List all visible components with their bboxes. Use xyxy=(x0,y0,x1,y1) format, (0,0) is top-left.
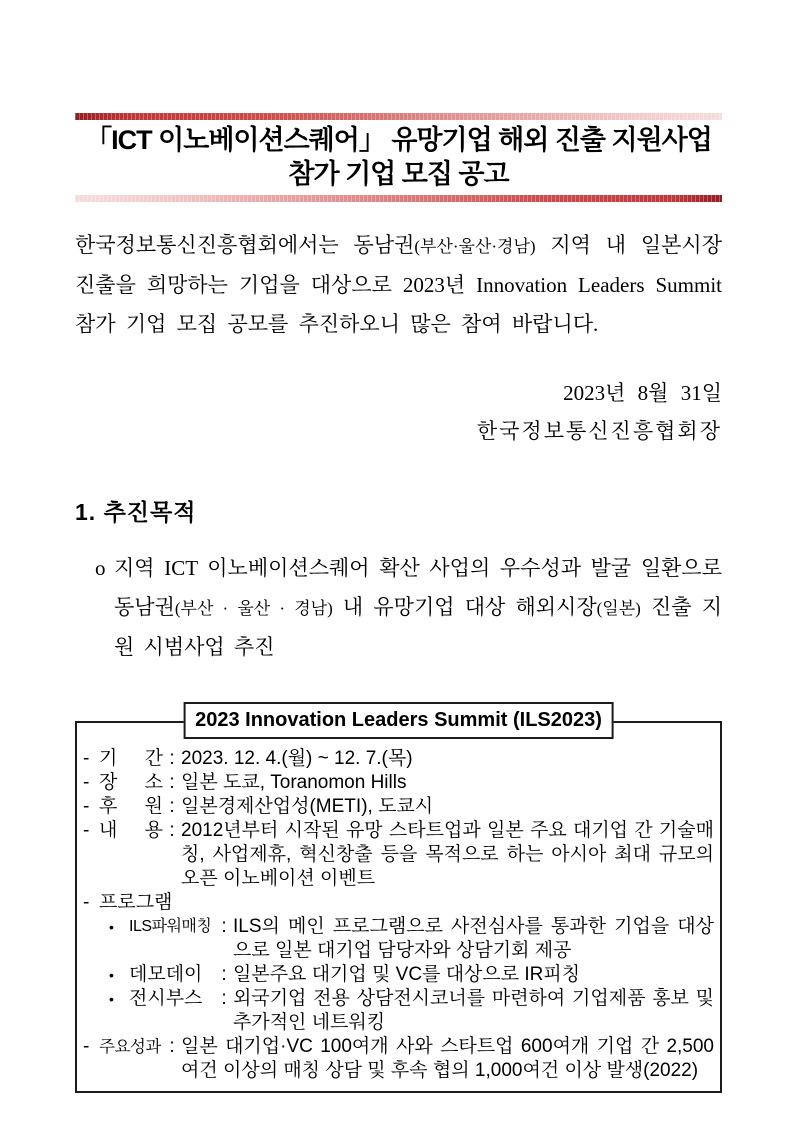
bullet-text-1: 지역 ICT 이노베이션스퀘어 확산 사업의 우수성과 발굴 일환으로 동남권 xyxy=(114,556,722,619)
info-row-exhibition-booth xyxy=(83,987,714,1035)
signature-block xyxy=(75,374,722,450)
row-value: 일본 도쿄, Toranomon Hills xyxy=(181,772,407,793)
document-title xyxy=(75,120,722,195)
info-row-sponsor xyxy=(83,795,714,819)
row-separator: : xyxy=(221,916,227,937)
row-label: 내 용 xyxy=(99,820,163,841)
title-bottom-gradient-bar xyxy=(75,195,722,202)
row-separator: : xyxy=(169,1036,175,1057)
row-value: 일본경제산업성(METI), 도쿄시 xyxy=(181,796,434,817)
row-separator: : xyxy=(221,964,227,985)
row-value: 외국기업 전용 상담전시코너를 마련하여 기업제품 홍보 및 추가적인 네트워킹 xyxy=(233,988,714,1033)
row-value: 일본 대기업·VC 100여개 사와 스타트업 600여개 기업 간 2,500여건 이상의 매칭 상담 및 후속 협의 1,000여건 이상 발생(2022) xyxy=(181,1036,714,1081)
issuer-signature: 한국정보통신진흥협회장 xyxy=(476,419,722,443)
section-bullet-paragraph xyxy=(75,549,722,667)
dash-marker: - xyxy=(83,892,90,913)
row-label: 전시부스 xyxy=(129,988,203,1009)
bullet-o-marker: o xyxy=(95,556,106,580)
info-row-period xyxy=(83,747,714,771)
dash-marker: - xyxy=(83,748,90,769)
row-label: ILS파워매칭 xyxy=(129,918,212,935)
info-row-description xyxy=(83,819,714,891)
intro-region-parenthetical: (부산·울산·경남) xyxy=(414,237,536,256)
issue-date: 2023년 8월 31일 xyxy=(563,381,722,405)
bullet-text-3: 진출 지원 시범사업 추진 xyxy=(114,595,722,659)
bullet-japan-parenthetical: (일본) xyxy=(596,599,641,618)
intro-text-2: 지역 내 일본시장 진출을 희망하는 기업을 대상으로 2023년 Innovation Leaders Summit 참가 기업 모집 공모를 추진하오니 많은 참여 바랍니다. xyxy=(75,233,722,336)
bullet-text-2: 내 유망기업 대상 해외시장 xyxy=(332,595,597,619)
row-separator: : xyxy=(169,748,175,769)
row-label: 장 소 xyxy=(99,772,163,793)
dash-marker: - xyxy=(83,1036,90,1057)
dash-marker: - xyxy=(83,796,90,817)
section-heading-purpose: 1. 추진목적 xyxy=(75,499,197,525)
info-row-key-results xyxy=(83,1035,714,1083)
dash-marker: - xyxy=(83,820,90,841)
row-separator: : xyxy=(169,772,175,793)
row-separator: : xyxy=(169,820,175,841)
info-box-ils2023 xyxy=(75,709,722,1093)
row-label: 주요성과 xyxy=(99,1038,161,1056)
row-label: 프로그램 xyxy=(99,892,173,913)
row-separator: : xyxy=(169,796,175,817)
row-value: 일본주요 대기업 및 VC를 대상으로 IR피칭 xyxy=(233,964,581,985)
row-value: 2012년부터 시작된 유망 스타트업과 일본 주요 대기업 간 기술매칭, 사업제휴, 혁신창출 등을 목적으로 하는 아시아 최대 규모의 오픈 이노베이션 이벤트 xyxy=(181,820,714,889)
row-separator: : xyxy=(221,988,227,1009)
row-label: 기 간 xyxy=(99,748,163,769)
bullet-dot-marker: • xyxy=(109,991,114,1007)
info-row-program-header xyxy=(83,891,714,915)
info-row-power-matching xyxy=(83,915,714,963)
dash-marker: - xyxy=(83,772,90,793)
info-box-title: 2023 Innovation Leaders Summit (ILS2023) xyxy=(183,702,614,739)
document-title-line1: 「ICT 이노베이션스퀘어」 유망기업 해외 진출 지원사업 xyxy=(85,125,712,155)
info-row-demo-day xyxy=(83,963,714,987)
row-label: 데모데이 xyxy=(129,964,203,985)
row-label: 후 원 xyxy=(99,796,163,817)
bullet-text xyxy=(114,549,722,667)
intro-text-1: 한국정보통신진흥협회에서는 동남권 xyxy=(75,233,415,257)
bullet-dot-marker: • xyxy=(109,919,114,935)
document-title-line2: 참가 기업 모집 공고 xyxy=(288,159,509,189)
bullet-dot-marker: • xyxy=(109,967,114,983)
bullet-region-parenthetical: (부산 · 울산 · 경남) xyxy=(174,599,333,618)
row-value: 2023. 12. 4.(월) ~ 12. 7.(목) xyxy=(181,748,413,769)
info-row-venue xyxy=(83,771,714,795)
intro-paragraph xyxy=(75,226,722,344)
row-value: ILS의 메인 프로그램으로 사전심사를 통과한 기업을 대상으로 일본 대기업 담당자와 상담기회 제공 xyxy=(233,916,714,961)
title-top-gradient-bar xyxy=(75,113,722,120)
title-banner xyxy=(75,113,722,202)
